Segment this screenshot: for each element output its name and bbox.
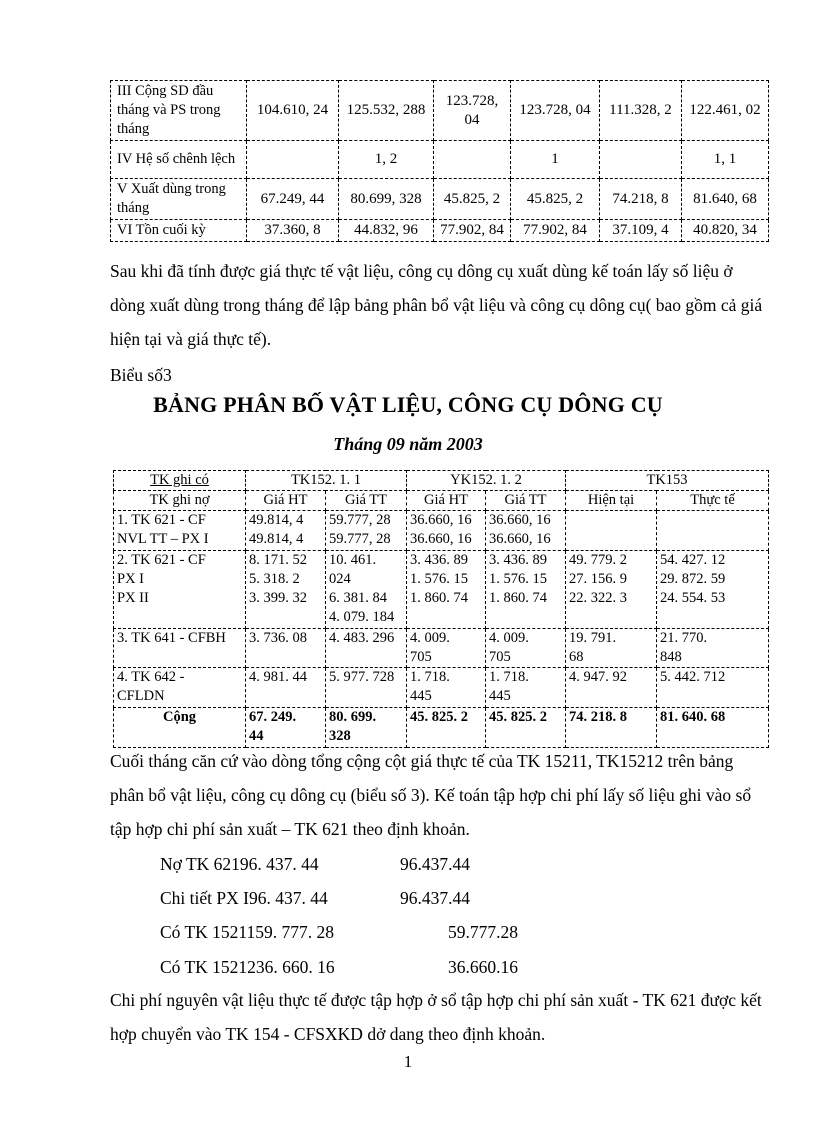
cell-line: 49.814, 4 <box>249 512 304 528</box>
row-label: III Cộng SD đầu tháng và PS trong tháng <box>111 81 247 141</box>
cell-value: 123.728, 04 <box>434 81 511 141</box>
cell-value <box>246 511 326 551</box>
cell-value <box>326 551 407 629</box>
row-label-line: NVL TT – PX I <box>117 531 209 547</box>
cell-value <box>486 511 566 551</box>
row-label <box>114 511 246 551</box>
cell-value: 111.328, 2 <box>600 81 682 141</box>
total-value <box>326 708 407 748</box>
row-label: IV Hệ số chênh lệch <box>111 141 247 179</box>
cell-value <box>246 668 326 708</box>
cell-value: 1, 2 <box>339 141 434 179</box>
cell-line: 36.660, 16 <box>489 512 551 528</box>
cell-line: 3. 399. 32 <box>249 590 307 606</box>
cell-line: 80. 699. <box>329 709 377 725</box>
cell-line: 36.660, 16 <box>410 531 472 547</box>
cell-value <box>657 629 769 668</box>
cell-value <box>407 668 486 708</box>
cell-value <box>486 629 566 668</box>
entry-amount: 96.437.44 <box>400 854 470 874</box>
row-label-line: 3. TK 641 - CFBH <box>117 630 226 646</box>
cell-value: 125.532, 288 <box>339 81 434 141</box>
row-label <box>114 629 246 668</box>
total-value <box>486 708 566 748</box>
cell-value <box>657 668 769 708</box>
cell-line: 36.660, 16 <box>489 531 551 547</box>
cell-line: 54. 427. 12 <box>660 552 726 568</box>
cell-value: 104.610, 24 <box>247 81 339 141</box>
cell-line: 3. 436. 89 <box>410 552 468 568</box>
cell-line: 19. 791. <box>569 630 617 646</box>
cell-line: 1. 860. 74 <box>410 590 468 606</box>
cell-value <box>407 551 486 629</box>
row-label-line: 1. TK 621 - CF <box>117 512 206 528</box>
cell-value <box>407 511 486 551</box>
table-row <box>114 511 769 551</box>
corner-header-top: TK ghi có <box>114 471 246 491</box>
cell-line: 22. 322. 3 <box>569 590 628 606</box>
table-row <box>114 668 769 708</box>
cell-line: 705 <box>489 649 511 665</box>
cell-line: 024 <box>329 571 351 587</box>
cell-line: 848 <box>660 649 682 665</box>
entry-account: Nợ TK 62196. 437. 44 <box>160 854 319 874</box>
table-header-row <box>114 491 769 511</box>
group-header: TK152. 1. 1 <box>246 471 407 491</box>
row-label-line: PX I <box>117 571 144 587</box>
cell-line: 45. 825. 2 <box>410 709 468 725</box>
cell-line: 5. 977. 728 <box>329 669 395 685</box>
allocation-table <box>113 470 769 748</box>
cell-line: 328 <box>329 728 351 744</box>
row-label <box>114 668 246 708</box>
cell-value <box>600 141 682 179</box>
cell-line: 6. 381. 84 <box>329 590 387 606</box>
table-header-row <box>114 471 769 491</box>
cell-value <box>566 668 657 708</box>
page-number: 1 <box>403 1052 413 1071</box>
cell-line: 49. 779. 2 <box>569 552 628 568</box>
column-header: Giá TT <box>326 491 407 511</box>
cell-value <box>246 629 326 668</box>
cell-value: 122.461, 02 <box>682 81 769 141</box>
cell-line: 5. 318. 2 <box>249 571 300 587</box>
total-value <box>657 708 769 748</box>
entry-amount: 36.660.16 <box>448 957 518 977</box>
cell-line: 44 <box>249 728 264 744</box>
cell-line: 21. 770. <box>660 630 708 646</box>
cell-line: 36.660, 16 <box>410 512 472 528</box>
cell-value <box>486 551 566 629</box>
table-row <box>114 629 769 668</box>
cell-line: 1. 576. 15 <box>410 571 468 587</box>
cell-line: 8. 171. 52 <box>249 552 307 568</box>
row-label <box>114 551 246 629</box>
entry-account: Chi tiết PX I96. 437. 44 <box>160 888 328 908</box>
total-row <box>114 708 769 748</box>
cell-line: 4. 981. 44 <box>249 669 307 685</box>
cell-value <box>326 511 407 551</box>
cell-value <box>566 511 657 551</box>
cell-value: 67.249, 44 <box>247 179 339 220</box>
cell-line: 29. 872. 59 <box>660 571 726 587</box>
cell-line: 4. 009. <box>489 630 529 646</box>
figure-number: Biểu số3 <box>110 365 172 385</box>
cell-value <box>566 551 657 629</box>
page-title: BẢNG PHÂN BỐ VẬT LIỆU, CÔNG CỤ DÔNG CỤ <box>153 392 663 417</box>
paragraph-closing: Cuối tháng căn cứ vào dòng tổng cộng cột giá thực tế của TK 15211, TK15212 trên bảng phân bổ vật liệu, công cụ dông cụ (biểu số 3). Kế toán tập hợp chi phí lấy số liệu ghi vào sổ tập hợp chi phí sản xuất – TK 621 theo định khoản. <box>110 751 752 839</box>
total-value <box>566 708 657 748</box>
cell-value <box>246 551 326 629</box>
row-label-line: 2. TK 621 - CF <box>117 552 206 568</box>
cell-value: 80.699, 328 <box>339 179 434 220</box>
total-label: Cộng <box>114 708 246 748</box>
entry-account: Có TK 1521159. 777. 28 <box>160 922 335 942</box>
row-label-line: PX II <box>117 590 149 606</box>
total-value <box>246 708 326 748</box>
cell-line: 45. 825. 2 <box>489 709 547 725</box>
row-label: V Xuất dùng trong tháng <box>111 179 247 220</box>
cell-value <box>657 551 769 629</box>
cell-line: 24. 554. 53 <box>660 590 726 606</box>
entry-account: Có TK 1521236. 660. 16 <box>160 957 335 977</box>
cell-value <box>434 141 511 179</box>
cell-value <box>247 141 339 179</box>
cell-value <box>326 668 407 708</box>
cell-line: 4. 079. 184 <box>329 609 395 625</box>
corner-header-bottom: TK ghi nợ <box>114 491 246 511</box>
cell-value <box>657 511 769 551</box>
row-label: VI Tồn cuối kỳ <box>111 220 247 242</box>
table-row <box>111 220 769 242</box>
cell-value: 123.728, 04 <box>511 81 600 141</box>
cell-line: 59.777, 28 <box>329 531 391 547</box>
cell-line: 705 <box>410 649 432 665</box>
group-header: TK153 <box>566 471 769 491</box>
column-header: Giá HT <box>246 491 326 511</box>
cell-value: 45.825, 2 <box>511 179 600 220</box>
cell-line: 4. 483. 296 <box>329 630 395 646</box>
cell-value: 37.360, 8 <box>247 220 339 242</box>
cell-line: 10. 461. <box>329 552 377 568</box>
cell-value: 40.820, 34 <box>682 220 769 242</box>
table-row <box>111 141 769 179</box>
cell-value: 45.825, 2 <box>434 179 511 220</box>
cell-line: 68 <box>569 649 584 665</box>
table-row <box>111 81 769 141</box>
summary-table <box>110 80 769 242</box>
column-header: Hiện tại <box>566 491 657 511</box>
cell-value: 1, 1 <box>682 141 769 179</box>
cell-line: 27. 156. 9 <box>569 571 628 587</box>
page-subtitle: Tháng 09 năm 2003 <box>333 434 483 454</box>
cell-line: 4. 947. 92 <box>569 669 628 685</box>
cell-line: 67. 249. <box>249 709 297 725</box>
cell-value: 1 <box>511 141 600 179</box>
cell-line: 81. 640. 68 <box>660 709 726 725</box>
cell-line: 3. 736. 08 <box>249 630 307 646</box>
cell-value: 44.832, 96 <box>339 220 434 242</box>
cell-line: 1. 718. <box>489 669 529 685</box>
cell-line: 4. 009. <box>410 630 450 646</box>
column-header: Thực tế <box>657 491 769 511</box>
entry-amount: 96.437.44 <box>400 888 470 908</box>
cell-line: 59.777, 28 <box>329 512 391 528</box>
cell-line: 3. 436. 89 <box>489 552 547 568</box>
cell-line: 1. 576. 15 <box>489 571 547 587</box>
paragraph-intro: Sau khi đã tính được giá thực tế vật liệu, công cụ dông cụ xuất dùng kế toán lấy số liệu ở dòng xuất dùng trong tháng để lập bảng phân bổ vật liệu và công cụ dông cụ( bao gồm cả giá hiện tại và giá thực tế). <box>110 261 763 349</box>
cell-value: 81.640, 68 <box>682 179 769 220</box>
cell-line: 74. 218. 8 <box>569 709 628 725</box>
cell-line: 1. 860. 74 <box>489 590 547 606</box>
cell-line: 1. 718. <box>410 669 450 685</box>
entry-amount: 59.777.28 <box>448 922 518 942</box>
table-row <box>111 179 769 220</box>
table-row <box>114 551 769 629</box>
allocation-body <box>114 511 769 748</box>
total-value <box>407 708 486 748</box>
cell-value <box>486 668 566 708</box>
cell-line: 5. 442. 712 <box>660 669 726 685</box>
cell-value <box>326 629 407 668</box>
row-label-line: 4. TK 642 - <box>117 669 185 685</box>
cell-value: 77.902, 84 <box>434 220 511 242</box>
column-header: Giá TT <box>486 491 566 511</box>
column-header: Giá HT <box>407 491 486 511</box>
row-label-line: CFLDN <box>117 688 165 704</box>
cell-line: 445 <box>489 688 511 704</box>
cell-value: 77.902, 84 <box>511 220 600 242</box>
cell-line: 49.814, 4 <box>249 531 304 547</box>
cell-line: 445 <box>410 688 432 704</box>
cell-value <box>566 629 657 668</box>
cell-value: 74.218, 8 <box>600 179 682 220</box>
cell-value <box>407 629 486 668</box>
group-header: YK152. 1. 2 <box>407 471 566 491</box>
paragraph-final: Chi phí nguyên vật liệu thực tế được tập hợp ở sổ tập hợp chi phí sản xuất - TK 621 được kết hợp chuyển vào TK 154 - CFSXKD dở dang theo định khoản. <box>110 990 762 1044</box>
cell-value: 37.109, 4 <box>600 220 682 242</box>
